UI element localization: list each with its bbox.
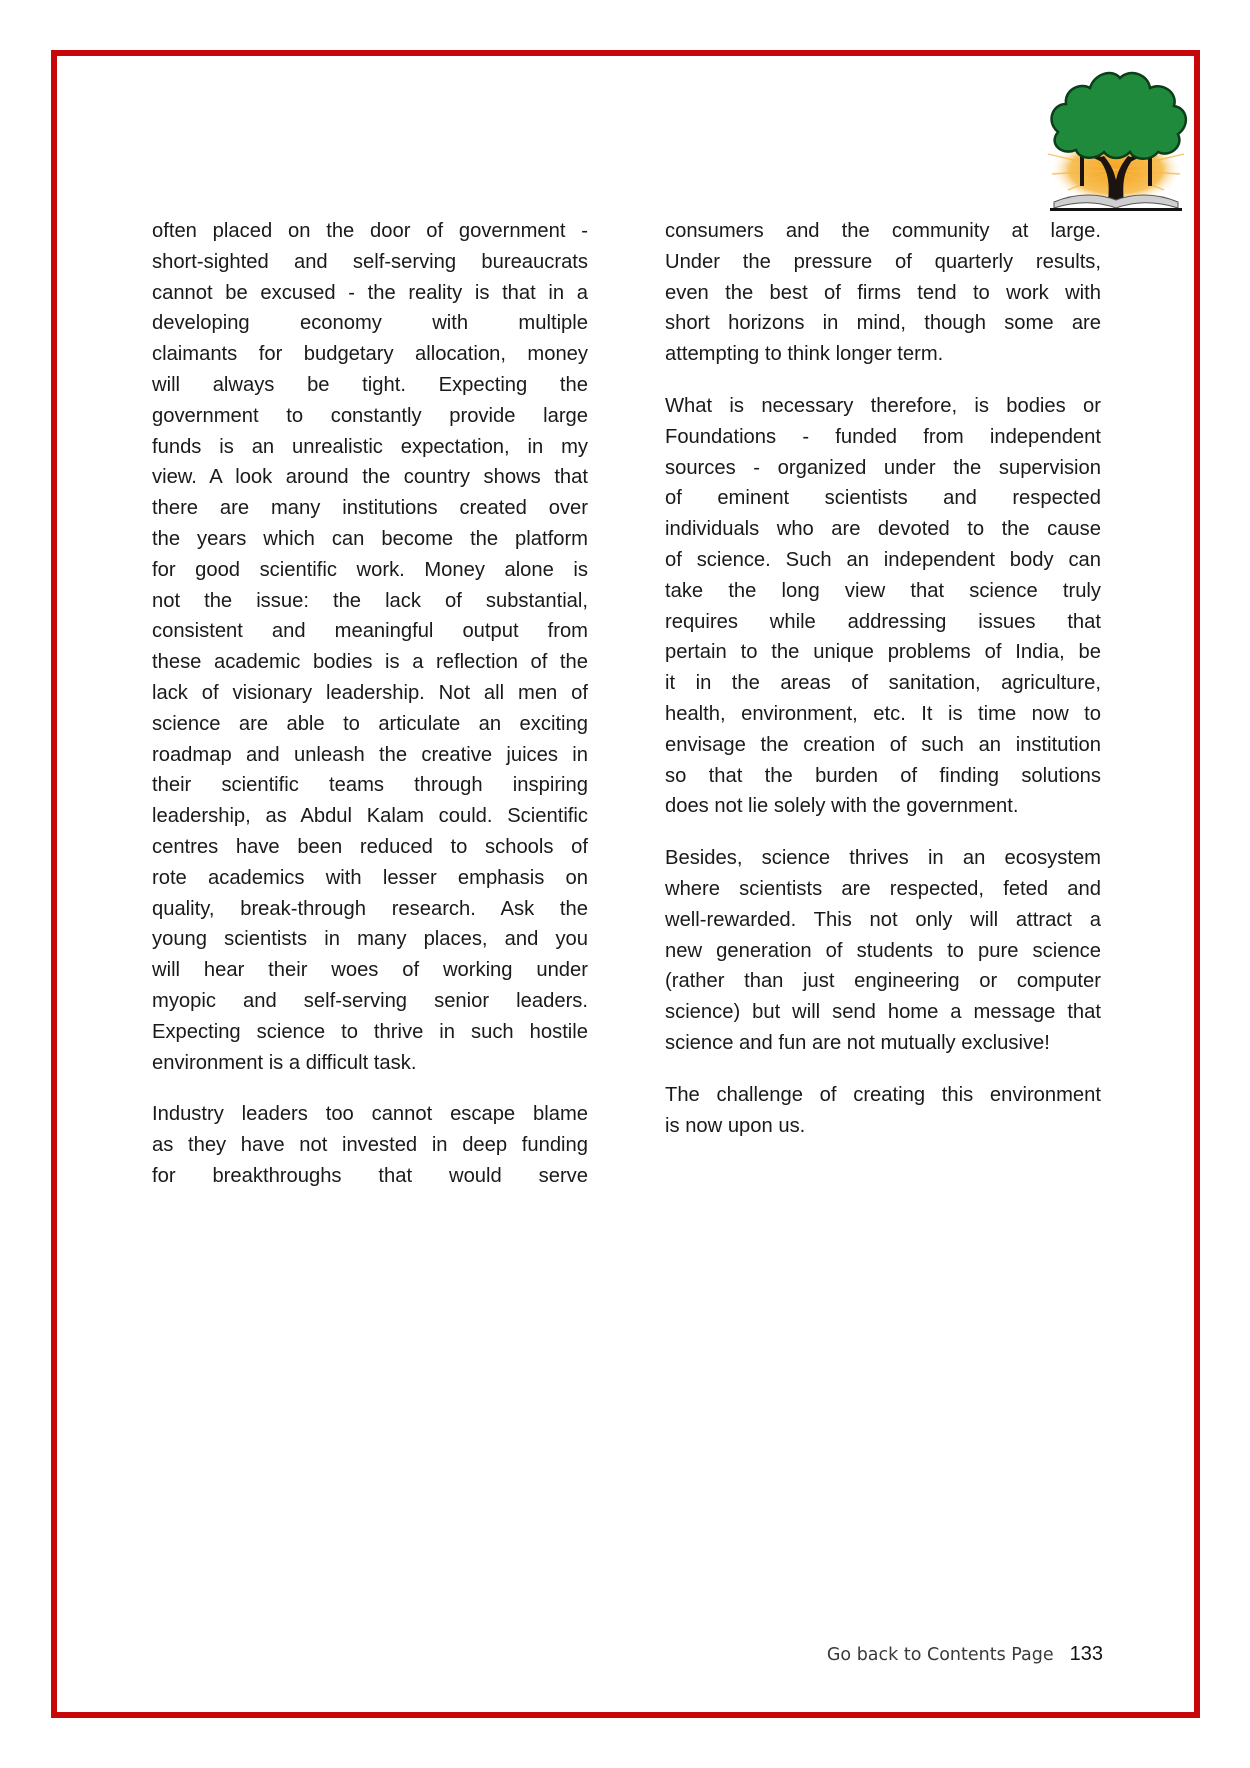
text-line: rote academics with lesser emphasis on [152,866,588,889]
text-line: it in the areas of sanitation, agriculture, [665,672,1101,695]
paragraph [665,216,1101,370]
text-line: attempting to think longer term. [665,343,944,366]
text-line: environment is a difficult task. [152,1051,417,1074]
text-line: view. A look around the country shows that [152,466,588,489]
text-line: science) but will send home a message that [665,1001,1101,1024]
text-line: as they have not invested in deep funding [152,1134,588,1157]
text-line: Industry leaders too cannot escape blame [152,1103,588,1126]
text-line: Expecting science to thrive in such hostile [152,1020,588,1043]
text-line: individuals who are devoted to the cause [665,518,1101,541]
text-line: sources - organized under the supervision [665,456,1101,479]
paragraph [665,843,1101,1059]
text-line: not the issue: the lack of substantial, [152,589,588,612]
text-line: requires while addressing issues that [665,610,1101,633]
text-line: myopic and self-serving senior leaders. [152,989,588,1012]
text-line: Foundations - funded from independent [665,425,1101,448]
text-line: of eminent scientists and respected [665,487,1101,510]
text-line: The challenge of creating this environment [665,1083,1101,1106]
paragraph [152,1099,588,1191]
text-line: the years which can become the platform [152,527,588,550]
text-line: centres have been reduced to schools of [152,835,588,858]
text-line: government to constantly provide large [152,404,588,427]
text-line: consumers and the community at large. [665,220,1101,242]
contents-page-link[interactable]: Go back to Contents Page [826,1645,1054,1665]
text-line: there are many institutions created over [152,497,588,520]
paragraph [665,1080,1101,1142]
text-line: will hear their woes of working under [152,959,588,982]
text-line: will always be tight. Expecting the [152,373,588,396]
text-line: short horizons in mind, though some are [665,312,1101,335]
text-line: claimants for budgetary allocation, money [152,343,588,366]
left-text-column [152,216,588,1213]
text-line: funds is an unrealistic expectation, in my [152,435,588,458]
text-line: where scientists are respected, feted and [665,877,1101,900]
tree-with-book-logo-icon [1038,62,1194,214]
text-line: Under the pressure of quarterly results, [665,250,1101,273]
text-line: cannot be excused - the reality is that in a [152,281,588,304]
text-line: take the long view that science truly [665,579,1101,602]
text-line: leadership, as Abdul Kalam could. Scientific [152,805,588,828]
text-line: is now upon us. [665,1114,806,1137]
text-line: their scientific teams through inspiring [152,774,588,797]
text-line: even the best of firms tend to work with [665,281,1101,304]
text-line: of science. Such an independent body can [665,548,1101,571]
text-line: developing economy with multiple [152,312,588,335]
page-number: 133 [1069,1643,1103,1665]
text-line: What is necessary therefore, is bodies or [665,394,1101,417]
text-line: so that the burden of finding solutions [665,764,1101,787]
text-line: (rather than just engineering or computer [665,970,1101,993]
text-line: often placed on the door of government - [152,220,588,242]
text-line: young scientists in many places, and you [152,928,588,951]
text-line: consistent and meaningful output from [152,620,588,643]
paragraph [152,216,588,1078]
text-line: science are able to articulate an exciting [152,712,588,735]
text-line: pertain to the unique problems of India, be [665,641,1101,664]
text-line: roadmap and unleash the creative juices in [152,743,588,766]
text-line: these academic bodies is a reflection of the [152,651,588,674]
text-line: for breakthroughs that would serve [152,1164,588,1187]
page-footer [827,1643,1103,1666]
text-line: well-rewarded. This not only will attract a [665,908,1101,931]
right-text-column [665,216,1101,1162]
text-line: Besides, science thrives in an ecosystem [665,847,1101,870]
text-line: quality, break-through research. Ask the [152,897,588,920]
text-line: new generation of students to pure science [665,939,1101,962]
text-line: health, environment, etc. It is time now to [665,702,1101,725]
text-line: short-sighted and self-serving bureaucrats [152,250,588,273]
text-line: does not lie solely with the government. [665,795,1019,818]
paragraph [665,391,1101,822]
text-line: for good scientific work. Money alone is [152,558,588,581]
text-line: science and fun are not mutually exclusive! [665,1031,1050,1054]
text-line: lack of visionary leadership. Not all men of [152,681,588,704]
text-line: envisage the creation of such an institution [665,733,1101,756]
